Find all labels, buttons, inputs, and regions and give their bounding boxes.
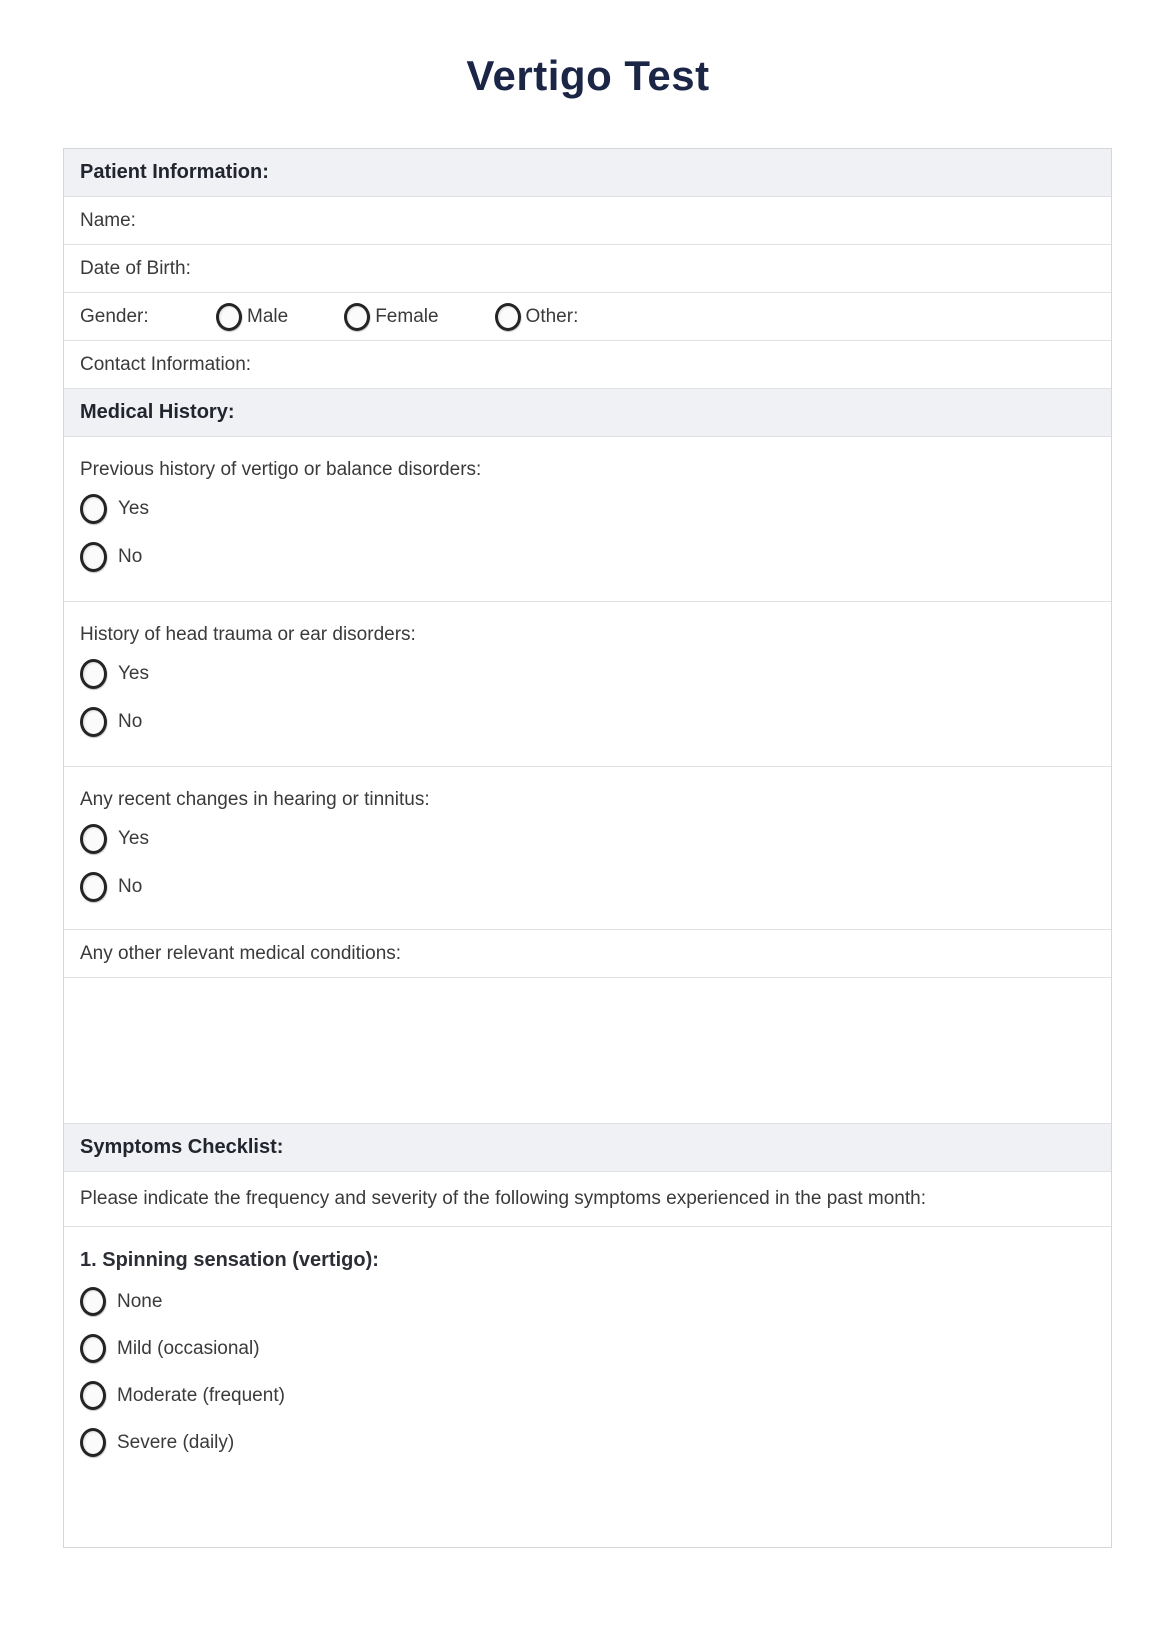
option-row-no [80, 698, 1095, 746]
field-row-gender [64, 293, 1111, 341]
spinning-none-radio[interactable] [80, 1287, 106, 1316]
field-row-contact-information [64, 341, 1111, 389]
question-label: History of head trauma or ear disorders: [80, 624, 416, 645]
symptoms-instruction [64, 1172, 1111, 1227]
option-row-no [80, 533, 1095, 581]
spinning-mild-radio[interactable] [80, 1334, 106, 1363]
symptom-spinning-sensation [64, 1227, 1111, 1547]
gender-option-male [216, 303, 288, 331]
spinning-moderate-radio[interactable] [80, 1381, 106, 1410]
vertigo-history-no-radio[interactable] [80, 542, 107, 572]
option-row-yes [80, 815, 1095, 863]
section-header-medical-history [64, 389, 1111, 437]
section-header-label: Symptoms Checklist: [80, 1136, 284, 1158]
question-label: Previous history of vertigo or balance disorders: [80, 459, 482, 480]
section-header-label: Patient Information: [80, 161, 269, 183]
spinning-severe-radio[interactable] [80, 1428, 106, 1457]
section-header-label: Medical History: [80, 401, 235, 423]
option-row-mild [80, 1325, 1095, 1372]
dob-field-label: Date of Birth: [80, 257, 191, 279]
page-title: Vertigo Test [466, 52, 710, 99]
hearing-changes-yes-radio[interactable] [80, 824, 107, 854]
question-label: Any recent changes in hearing or tinnitus: [80, 789, 430, 810]
gender-male-label: Male [247, 305, 289, 327]
option-label: None [117, 1290, 163, 1312]
option-label: No [118, 711, 143, 732]
option-label: Yes [118, 828, 149, 849]
gender-female-radio[interactable] [344, 303, 370, 331]
question-head-trauma [64, 602, 1111, 767]
contact-field-label: Contact Information: [80, 353, 252, 375]
option-row-yes [80, 650, 1095, 698]
hearing-changes-no-radio[interactable] [80, 872, 107, 902]
option-row-none [80, 1278, 1095, 1325]
section-header-patient-information [64, 149, 1111, 197]
gender-male-radio[interactable] [216, 303, 242, 331]
option-label: Moderate (frequent) [117, 1384, 285, 1406]
field-row-date-of-birth [64, 245, 1111, 293]
gender-option-other [495, 303, 579, 331]
symptom-label: 1. Spinning sensation (vertigo): [80, 1249, 379, 1271]
other-conditions-textarea[interactable] [64, 978, 1111, 1124]
vertigo-test-form [63, 148, 1112, 1548]
head-trauma-yes-radio[interactable] [80, 659, 107, 689]
option-label: No [118, 876, 143, 897]
question-hearing-changes [64, 767, 1111, 930]
gender-female-label: Female [375, 305, 439, 327]
instruction-text: Please indicate the frequency and severity of the following symptoms experienced in the past month: [80, 1188, 926, 1209]
field-row-other-conditions [64, 930, 1111, 978]
name-field-label: Name: [80, 209, 136, 231]
vertigo-history-yes-radio[interactable] [80, 494, 107, 524]
option-label: Yes [118, 498, 149, 519]
gender-field-label: Gender: [80, 305, 149, 327]
gender-option-female [344, 303, 438, 331]
gender-other-radio[interactable] [495, 303, 521, 331]
question-vertigo-history [64, 437, 1111, 602]
head-trauma-no-radio[interactable] [80, 707, 107, 737]
option-label: Severe (daily) [117, 1431, 235, 1453]
option-row-moderate [80, 1372, 1095, 1419]
option-row-severe [80, 1419, 1095, 1466]
section-header-symptoms-checklist [64, 1124, 1111, 1172]
option-label: Yes [118, 663, 149, 684]
option-row-yes [80, 485, 1095, 533]
option-row-no [80, 863, 1095, 911]
field-row-name [64, 197, 1111, 245]
option-label: Mild (occasional) [117, 1337, 260, 1359]
other-conditions-label: Any other relevant medical conditions: [80, 942, 402, 964]
gender-other-label: Other: [525, 305, 579, 327]
option-label: No [118, 546, 143, 567]
